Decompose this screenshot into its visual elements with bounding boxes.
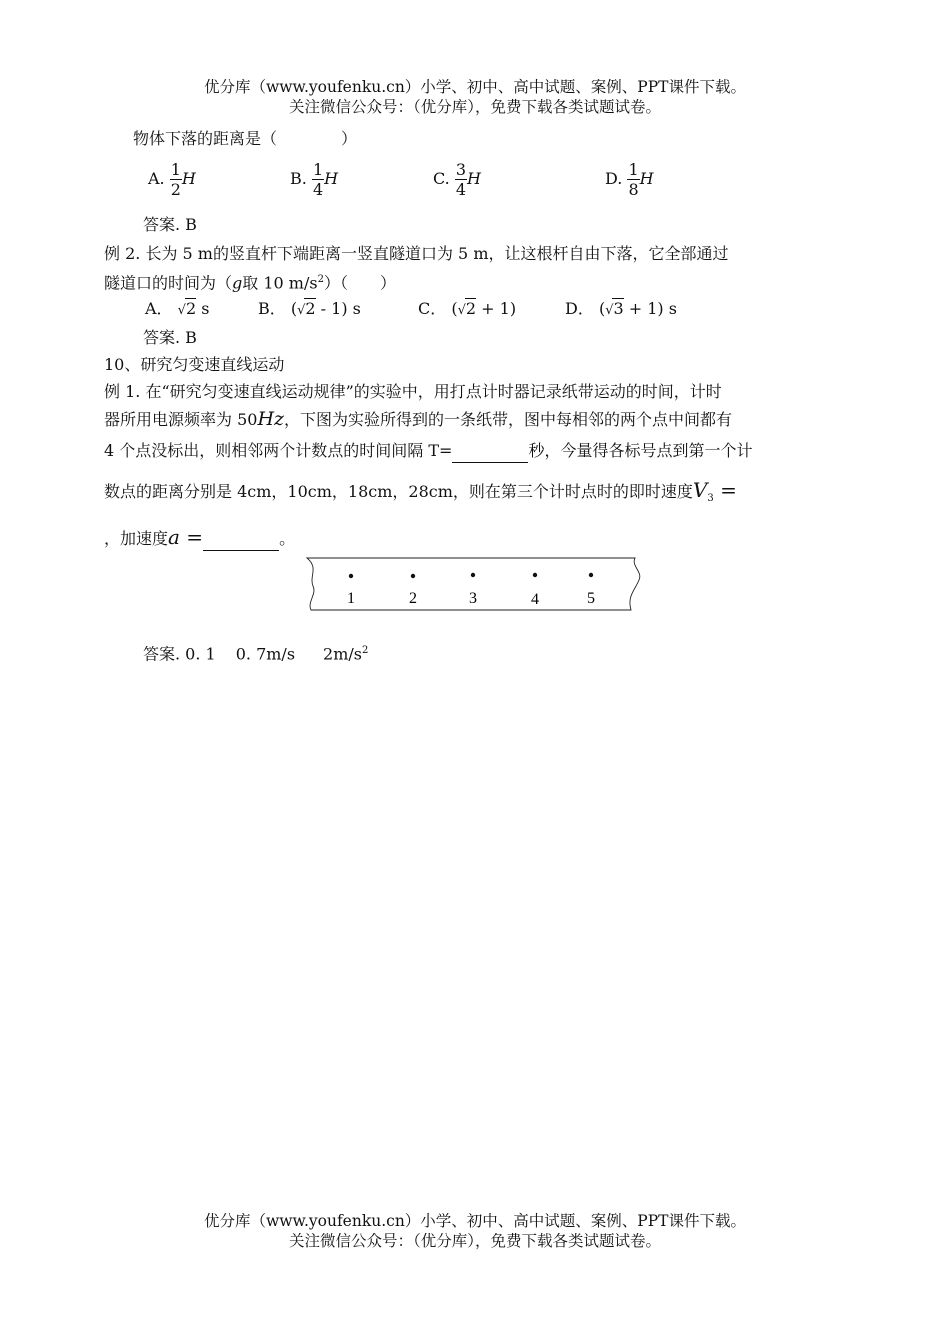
numerator: 1 <box>312 160 324 179</box>
paper-tape-figure <box>305 556 645 614</box>
header-line-2: 关注微信公众号：（优分库），免费下载各类试题试卷。 <box>288 98 661 116</box>
denominator: 4 <box>312 180 324 199</box>
option-label: D. <box>605 169 623 188</box>
tape-label-4: 4 <box>531 591 539 608</box>
option-c <box>433 160 481 199</box>
question-stem: 物体下落的距离是（ ） <box>133 129 358 148</box>
answer-prev: 答案. B <box>143 215 197 234</box>
tape-label-1: 1 <box>347 590 355 607</box>
answer-example2: 答案. B <box>143 328 197 347</box>
section10-paragraph-5: ，加速度a = 。 <box>104 525 296 549</box>
tape-label-5: 5 <box>587 590 595 607</box>
variable-h: H <box>639 169 654 188</box>
option-a <box>148 160 196 199</box>
numerator: 3 <box>455 160 467 179</box>
example2-option-d: D． (√3 + 1) s <box>565 299 677 318</box>
option-label: B. <box>290 169 307 188</box>
option-b <box>290 160 338 199</box>
example2-option-b: B． (√2 - 1) s <box>258 299 361 318</box>
fraction <box>627 160 639 199</box>
fraction <box>312 160 324 199</box>
section10-paragraph-2: 器所用电源频率为 50Hz，下图为实验所得到的一条纸带，图中每相邻的两个点中间都有 <box>104 408 733 430</box>
denominator: 2 <box>170 180 181 199</box>
option-label: C. <box>433 169 450 188</box>
footer-line-2: 关注微信公众号：（优分库），免费下载各类试题试卷。 <box>288 1232 661 1250</box>
tape-dot-1 <box>349 574 353 578</box>
numerator: 1 <box>628 160 639 179</box>
answer-section10: 答案. 0. 1 0. 7m/s $2m/s^2$ <box>143 644 369 664</box>
example2-option-c: C． (√2 + 1) <box>418 299 517 318</box>
tape-label-3: 3 <box>469 590 477 607</box>
option-label: A. <box>148 169 165 188</box>
fraction <box>170 160 182 199</box>
option-d <box>605 160 654 199</box>
tape-dot-3 <box>471 573 475 577</box>
numerator: 1 <box>170 160 181 179</box>
blank-t <box>452 440 528 463</box>
variable-h: H <box>467 169 481 188</box>
denominator: 8 <box>628 180 639 199</box>
variable-h: H <box>181 169 196 188</box>
section10-paragraph-1: 例 1. 在“研究匀变速直线运动规律”的实验中，用打点计时器记录纸带运动的时间，计时 <box>104 382 722 401</box>
variable-h: H <box>324 169 339 188</box>
tape-label-2: 2 <box>409 590 417 607</box>
blank-a <box>203 528 279 551</box>
denominator: 4 <box>455 180 467 199</box>
header-line-1: 优分库（www.youfenku.cn）小学、初中、高中试题、案例、PPT课件下载。 <box>203 78 747 96</box>
tape-dot-5 <box>589 573 593 577</box>
tape-dot-2 <box>411 574 415 578</box>
example2-line1: 例 2. 长为 5 m的竖直杆下端距离一竖直隧道口为 5 m，让这根杆自由下落，它全部通过 <box>104 244 729 263</box>
section10-paragraph-3: 4 个点没标出，则相邻两个计数点的时间间隔 T= 秒，今量得各标号点到第一个计 <box>104 440 752 463</box>
example2-line2: 隧道口的时间为（g取 10 $m/s^2$）（ ） <box>104 273 396 293</box>
section-title: 10、研究匀变速直线运动 <box>104 355 285 374</box>
footer-line-1: 优分库（www.youfenku.cn）小学、初中、高中试题、案例、PPT课件下载。 <box>203 1212 747 1230</box>
section10-paragraph-4: 数点的距离分别是 4cm，10cm，18cm，28cm，则在第三个计时点时的即时速度$V_3$ = <box>104 478 737 505</box>
example2-option-a: A． √2 s <box>145 299 210 318</box>
fraction <box>455 160 467 199</box>
tape-dot-4 <box>533 573 537 577</box>
